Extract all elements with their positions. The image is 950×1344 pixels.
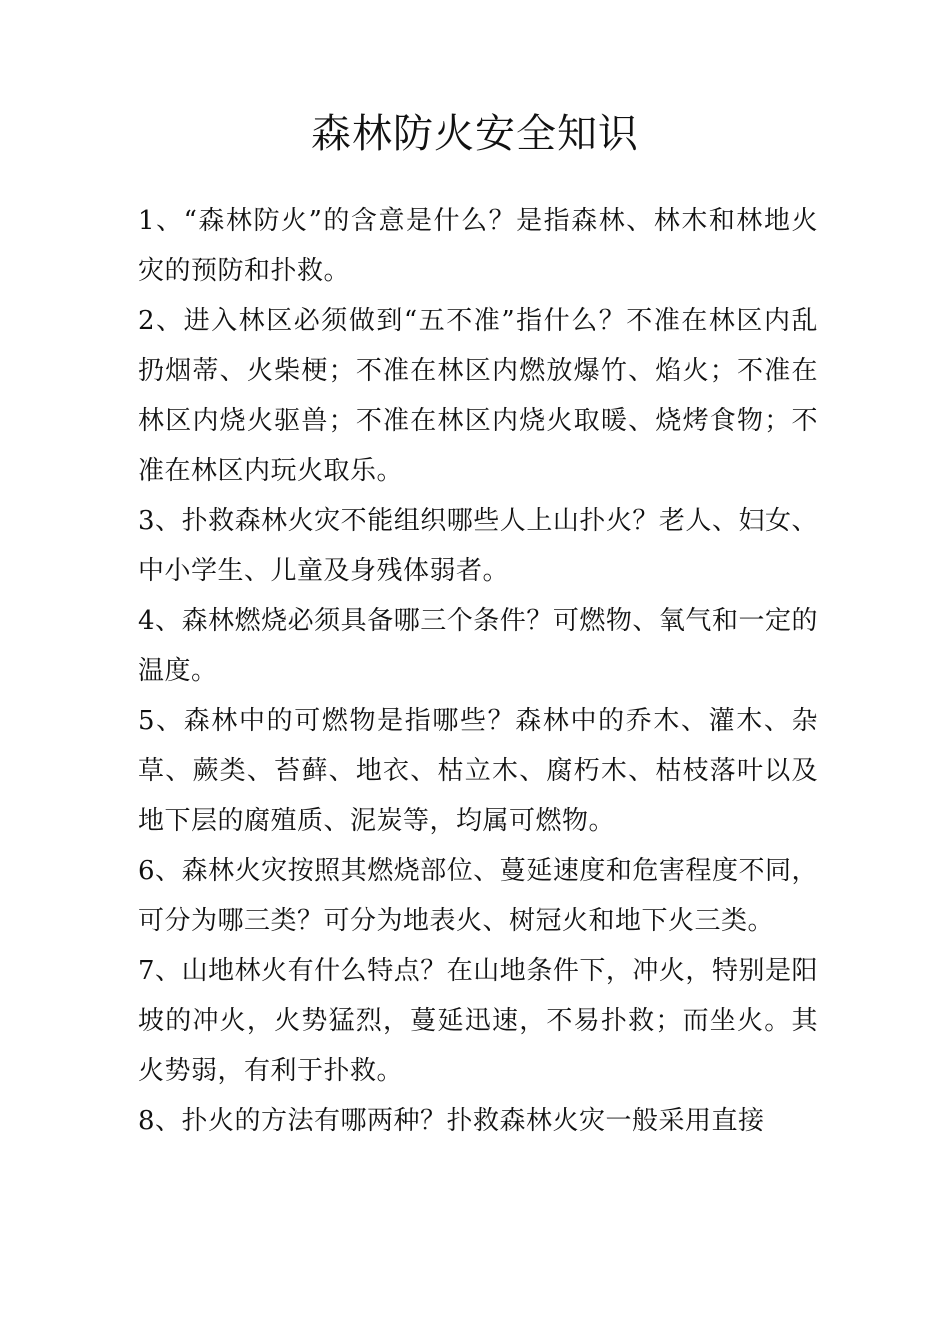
- qa-item-6: 6、森林火灾按照其燃烧部位、蔓延速度和危害程度不同，可分为哪三类？可分为地表火、树冠火和地下火三类。: [138, 856, 818, 936]
- qa-item-4: 4、森林燃烧必须具备哪三个条件？可燃物、氧气和一定的温度。: [138, 606, 818, 686]
- qa-item-3: 3、扑救森林火灾不能组织哪些人上山扑火？老人、妇女、中小学生、儿童及身残体弱者。: [138, 506, 818, 586]
- document-body: [138, 196, 818, 1146]
- qa-item-1: 1、“森林防火”的含意是什么？是指森林、林木和林地火灾的预防和扑救。: [138, 206, 818, 286]
- qa-item-8: 8、扑火的方法有哪两种？扑救森林火灾一般采用直接: [138, 1106, 765, 1136]
- qa-item-5: 5、森林中的可燃物是指哪些？森林中的乔木、灌木、杂草、蕨类、苔藓、地衣、枯立木、腐朽木、枯枝落叶以及地下层的腐殖质、泥炭等，均属可燃物。: [138, 706, 818, 836]
- qa-item-2: 2、进入林区必须做到“五不准”指什么？不准在林区内乱扔烟蒂、火柴梗；不准在林区内燃放爆竹、焰火；不准在林区内烧火驱兽；不准在林区内烧火取暖、烧烤食物；不准在林区内玩火取乐。: [138, 306, 818, 486]
- qa-item-7: 7、山地林火有什么特点？在山地条件下，冲火，特别是阳坡的冲火，火势猛烈，蔓延迅速，不易扑救；而坐火。其火势弱，有利于扑救。: [138, 956, 818, 1086]
- document-title: 森林防火安全知识: [311, 111, 639, 157]
